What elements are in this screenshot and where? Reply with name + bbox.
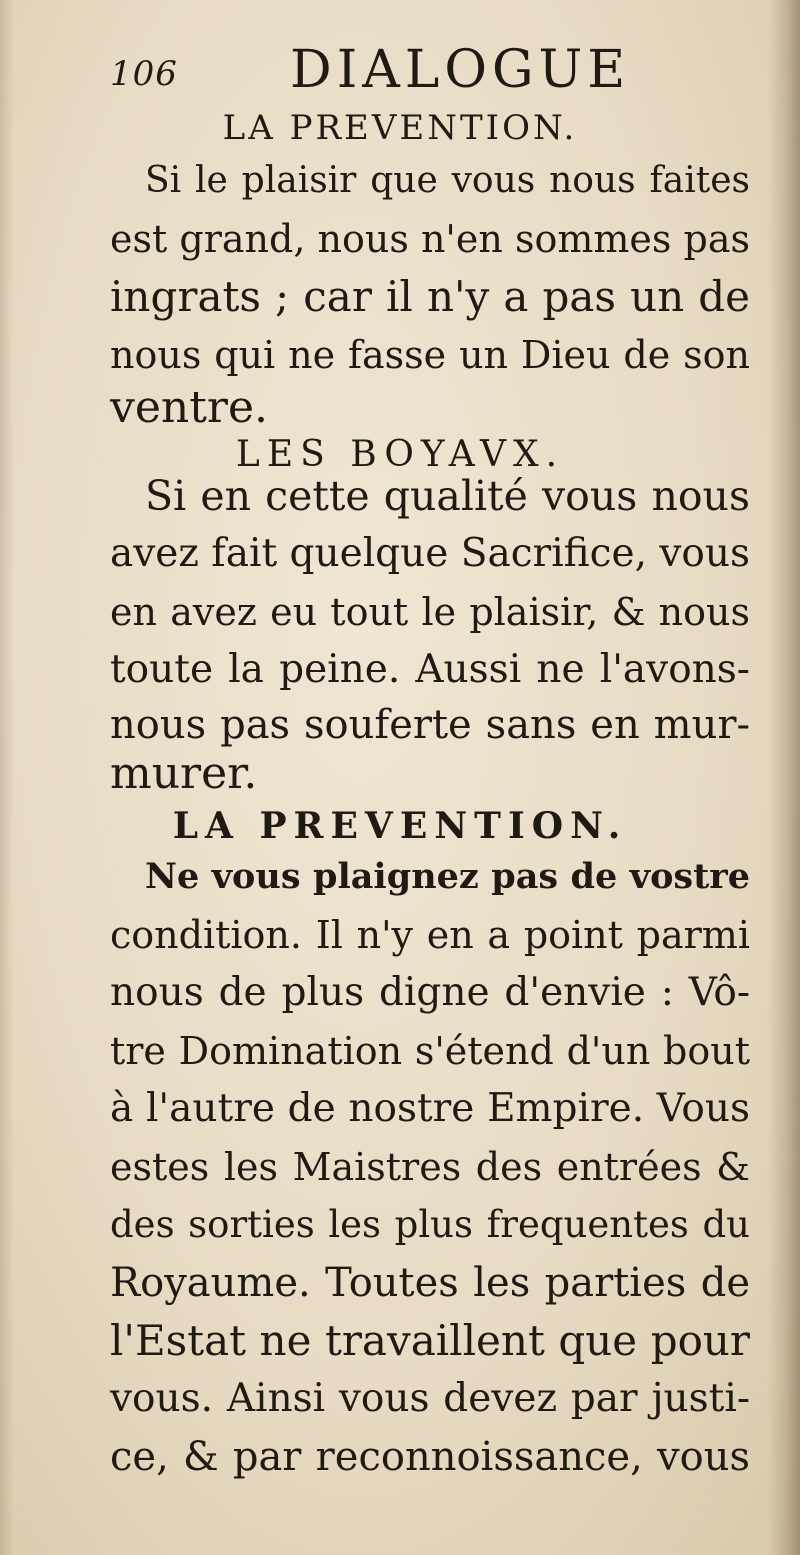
running-title: DIALOGUE bbox=[290, 40, 631, 100]
text-line: tre Domination s'étend d'un bout bbox=[110, 1029, 750, 1073]
text-line: nous pas souferte sans en mur- bbox=[110, 702, 750, 748]
text-line: Royaume. Toutes les parties de bbox=[110, 1260, 750, 1306]
speaker-heading: LA PREVENTION. bbox=[222, 108, 578, 148]
text-line: ingrats ; car il n'y a pas un de bbox=[110, 272, 750, 321]
text-line: des sorties les plus frequentes du bbox=[110, 1203, 750, 1246]
text-line: Si le plaisir que vous nous faites bbox=[145, 160, 750, 201]
text-line: toute la peine. Aussi ne l'avons- bbox=[110, 647, 750, 692]
text-line: nous qui ne fasse un Dieu de son bbox=[110, 333, 750, 377]
speaker-heading: LES BOYAVX. bbox=[235, 434, 565, 475]
text-line: condition. Il n'y en a point parmi bbox=[110, 913, 750, 957]
text-line: ventre. bbox=[110, 382, 268, 433]
text-line: l'Estat ne travaillent que pour bbox=[110, 1316, 750, 1365]
text-line: ce, & par reconnoissance, vous bbox=[110, 1434, 750, 1480]
text-line: Si en cette qualité vous nous bbox=[145, 472, 750, 520]
page-shadow-left bbox=[0, 0, 14, 1555]
text-line: murer. bbox=[110, 748, 258, 799]
text-line: Ne vous plaignez pas de vostre bbox=[145, 856, 750, 897]
text-line: est grand, nous n'en sommes pas bbox=[110, 217, 750, 261]
text-line: nous de plus digne d'envie : Vô- bbox=[110, 970, 750, 1015]
text-line: en avez eu tout le plaisir, & nous bbox=[110, 590, 750, 634]
text-line: à l'autre de nostre Empire. Vous bbox=[110, 1086, 750, 1131]
text-line: avez fait quelque Sacrifice, vous bbox=[110, 531, 751, 576]
page-shadow-right bbox=[768, 0, 800, 1555]
text-line: vous. Ainsi vous devez par justi- bbox=[110, 1376, 750, 1421]
page-header bbox=[110, 40, 750, 100]
text-line: estes les Maistres des entrées & bbox=[110, 1145, 750, 1189]
speaker-heading: LA PREVENTION. bbox=[172, 805, 628, 847]
page-number: 106 bbox=[110, 54, 178, 94]
